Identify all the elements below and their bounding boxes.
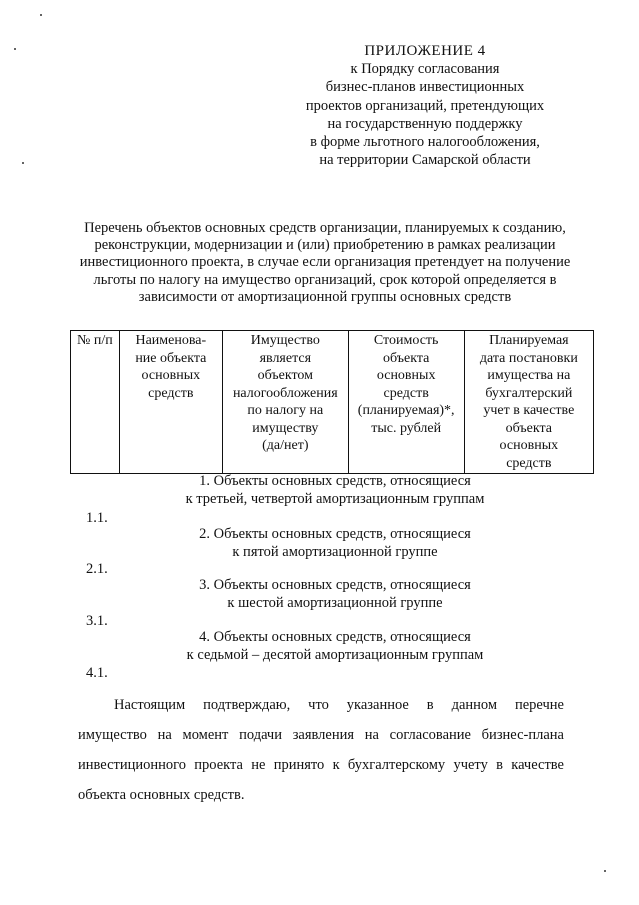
header-accounting-date	[464, 331, 593, 474]
header-line: ние объекта	[135, 350, 207, 366]
list-title-line: льготы по налогу на имущество организаций, срок которой определяется в	[93, 271, 557, 288]
list-title	[60, 220, 590, 306]
appendix-line: в форме льготного налогообложения,	[310, 134, 540, 151]
appendix-line: на государственную поддержку	[327, 115, 523, 132]
list-title-line: Перечень объектов основных средств организации, планируемых к созданию,	[84, 220, 566, 236]
header-taxable	[222, 331, 348, 474]
row-number: 1.1.	[86, 510, 108, 526]
group-heading	[150, 628, 520, 664]
group-heading-line: к третьей, четвертой амортизационным группам	[185, 491, 485, 507]
header-line: дата постановки	[479, 350, 578, 366]
header-line: Наименова-	[135, 333, 207, 348]
header-line: учет в качестве	[483, 403, 575, 418]
header-line: является	[259, 350, 312, 366]
group-heading	[150, 472, 520, 508]
list-title-line: зависимости от амортизационной группы основных средств	[138, 288, 512, 305]
header-line: объекта	[505, 420, 553, 436]
confirmation-paragraph	[78, 690, 564, 810]
header-asset-name	[119, 331, 222, 474]
table-header-row	[71, 331, 594, 474]
scan-speck	[14, 48, 16, 50]
appendix-header	[260, 42, 590, 169]
confirmation-line: объекта основных средств.	[78, 787, 245, 803]
header-line: средств	[506, 455, 552, 471]
header-line: объекта	[382, 350, 430, 366]
group-heading	[150, 525, 520, 561]
header-line: налогообложения	[232, 385, 338, 401]
header-line: средств	[148, 385, 194, 401]
header-line: по налогу на	[247, 403, 324, 418]
scan-speck	[604, 870, 606, 872]
appendix-line: проектов организаций, претендующих	[305, 97, 545, 114]
group-heading-line: к шестой амортизационной группе	[227, 595, 443, 611]
header-number	[71, 331, 120, 474]
row-number: 2.1.	[86, 561, 108, 577]
scan-speck	[22, 162, 24, 164]
header-line: основных	[376, 368, 436, 383]
header-line: Планируемая	[489, 333, 569, 348]
scan-speck	[40, 14, 42, 16]
header-line: средств	[383, 385, 429, 401]
header-line: № п/п	[76, 333, 113, 348]
header-line: основных	[141, 368, 201, 383]
group-heading-line: 3. Объекты основных средств, относящиеся	[199, 577, 471, 593]
row-number: 3.1.	[86, 613, 108, 629]
group-heading-line: к пятой амортизационной группе	[232, 544, 438, 560]
group-heading-line: 2. Объекты основных средств, относящиеся	[199, 526, 471, 542]
header-line: имуществу	[252, 420, 319, 436]
header-line: основных	[499, 438, 559, 453]
header-line: бухгалтерский	[485, 385, 573, 401]
header-line: (планируемая)*,	[357, 403, 455, 418]
header-line: Имущество	[250, 333, 320, 348]
header-line: (да/нет)	[262, 438, 309, 453]
assets-table	[70, 330, 594, 474]
list-title-line: инвестиционного проекта, в случае если организация претендует на получение	[79, 254, 571, 271]
appendix-line: к Порядку согласования	[350, 61, 500, 78]
confirmation-line: инвестиционного проекта не принято к бухгалтерскому учету в качестве	[78, 757, 564, 773]
group-heading	[150, 576, 520, 612]
row-number: 4.1.	[86, 665, 108, 681]
header-line: Стоимость	[373, 333, 439, 348]
list-title-line: реконструкции, модернизации и (или) приобретению в рамках реализации	[94, 237, 556, 254]
group-heading-line: к седьмой – десятой амортизационным группам	[186, 647, 484, 663]
appendix-title: ПРИЛОЖЕНИЕ 4	[364, 43, 486, 59]
group-heading-line: 4. Объекты основных средств, относящиеся	[199, 629, 471, 645]
group-heading-line: 1. Объекты основных средств, относящиеся	[199, 473, 471, 489]
confirmation-line: имущество на момент подачи заявления на согласование бизнес-плана	[78, 727, 564, 743]
appendix-line: бизнес-планов инвестиционных	[325, 79, 525, 96]
header-cost	[348, 331, 464, 474]
appendix-line: на территории Самарской области	[319, 152, 531, 169]
header-line: объектом	[257, 368, 313, 383]
header-line: имущества на	[487, 368, 571, 383]
header-line: тыс. рублей	[371, 420, 442, 436]
confirmation-line: Настоящим подтверждаю, что указанное в данном перечне	[114, 697, 564, 713]
